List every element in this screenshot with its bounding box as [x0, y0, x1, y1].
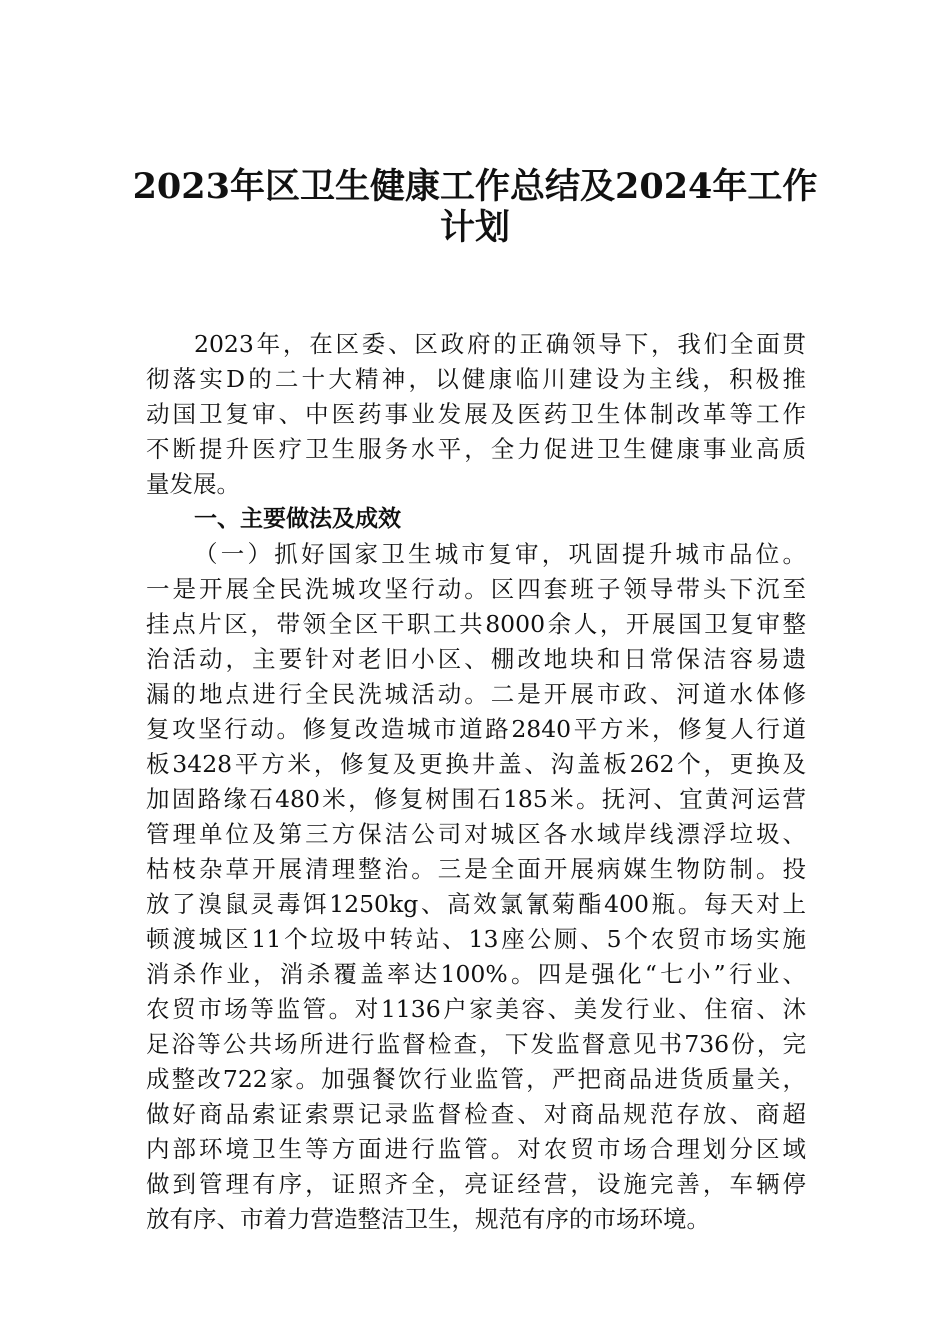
body-line: 农贸市场等监管。对1136户家美容、美发行业、住宿、沐: [146, 995, 806, 1023]
intro-line: 不断提升医疗卫生服务水平，全力促进卫生健康事业高质: [146, 435, 806, 463]
body-line: 消杀作业，消杀覆盖率达100%。四是强化“七小”行业、: [146, 960, 806, 988]
intro-line: 动国卫复审、中医药事业发展及医药卫生体制改革等工作: [146, 400, 806, 428]
body-line: 复攻坚行动。修复改造城市道路2840平方米，修复人行道: [146, 715, 806, 743]
body-line: 枯枝杂草开展清理整治。三是全面开展病媒生物防制。投: [146, 855, 806, 883]
body-line: 成整改722家。加强餐饮行业监管，严把商品进货质量关，: [146, 1065, 806, 1093]
intro-line: 量发展。: [146, 470, 240, 498]
document-title-line-1: 2023年区卫生健康工作总结及2024年工作: [132, 166, 818, 207]
intro-line: 彻落实D的二十大精神，以健康临川建设为主线，积极推: [146, 365, 806, 393]
body-line: 挂点片区，带领全区干职工共8000余人，开展国卫复审整: [146, 610, 806, 638]
body-line: 内部环境卫生等方面进行监管。对农贸市场合理划分区域: [146, 1135, 806, 1163]
body-line: 放有序、市着力营造整洁卫生，规范有序的市场环境。: [146, 1205, 710, 1233]
body-line: 做好商品索证索票记录监督检查、对商品规范存放、商超: [146, 1100, 806, 1128]
section-heading: 一、主要做法及成效: [194, 506, 401, 532]
intro-line: 2023年，在区委、区政府的正确领导下，我们全面贯: [194, 330, 806, 358]
document-title-line-2: 计划: [439, 207, 510, 248]
body-line: 管理单位及第三方保洁公司对城区各水域岸线漂浮垃圾、: [146, 820, 806, 848]
body-line: 足浴等公共场所进行监督检查，下发监督意见书736份，完: [146, 1030, 806, 1058]
body-line: 一是开展全民洗城攻坚行动。区四套班子领导带头下沉至: [146, 575, 806, 603]
body-line: 加固路缘石480米，修复树围石185米。抚河、宜黄河运营: [146, 785, 806, 813]
body-line: 做到管理有序，证照齐全，亮证经营，设施完善，车辆停: [146, 1170, 806, 1198]
body-line: 治活动，主要针对老旧小区、棚改地块和日常保洁容易遗: [146, 645, 806, 673]
body-line: 板3428平方米，修复及更换井盖、沟盖板262个，更换及: [146, 750, 806, 778]
body-line: 顿渡城区11个垃圾中转站、13座公厕、5个农贸市场实施: [146, 925, 806, 953]
body-line: （一）抓好国家卫生城市复审，巩固提升城市品位。: [194, 540, 806, 568]
body-line: 漏的地点进行全民洗城活动。二是开展市政、河道水体修: [146, 680, 806, 708]
body-line: 放了溴鼠灵毒饵1250kg、高效氯氰菊酯400瓶。每天对上: [146, 890, 806, 918]
